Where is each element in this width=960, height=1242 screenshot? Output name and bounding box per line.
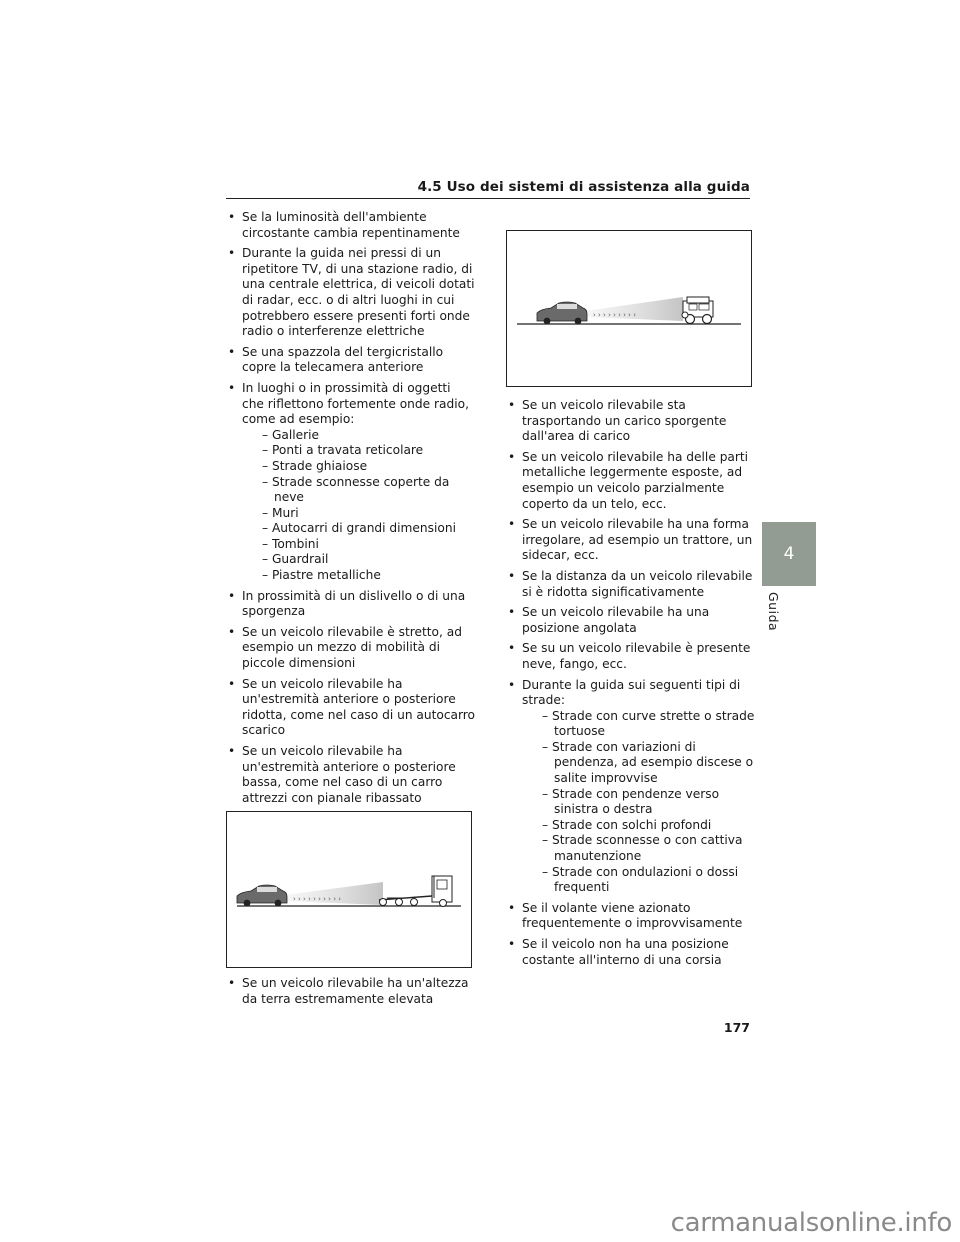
list-item: • Se il volante viene azionato frequentemente o improvvisamente bbox=[508, 900, 743, 931]
bullet-icon: • bbox=[508, 449, 516, 464]
page-number: 177 bbox=[723, 1020, 750, 1035]
sub-list-item: – Muri bbox=[262, 505, 299, 520]
list-item: • Se la luminosità dell'ambiente circostante cambia repentinamente bbox=[228, 210, 460, 240]
left-column-bottom bbox=[226, 976, 476, 1012]
svg-text:› › › › › › › › › ›: › › › › › › › › › › bbox=[293, 895, 342, 903]
bullet-icon: • bbox=[228, 344, 236, 359]
sub-list-item: – Gallerie bbox=[262, 427, 320, 442]
svg-text:› › › › › › › › ›: › › › › › › › › › bbox=[593, 311, 636, 319]
sub-list-item: – Strade con ondulazioni o dossi frequenti bbox=[542, 864, 739, 895]
sub-list-item: – Guardrail bbox=[262, 552, 329, 567]
sub-list-item: – Ponti a travata reticolare bbox=[262, 443, 424, 458]
bullet-icon: • bbox=[508, 605, 516, 620]
list-item: • Se la distanza da un veicolo rilevabile si è ridotta significativamente bbox=[508, 568, 753, 599]
section-header bbox=[226, 176, 750, 199]
bullet-icon: • bbox=[228, 588, 236, 603]
sub-list-item: – Strade ghiaiose bbox=[262, 458, 368, 473]
list-item: • Durante la guida sui seguenti tipi di strade: – Strade con curve strette o strade tortuose – Strade con variazioni di pendenza, ad esempio discese o salite improvvise – Strade con pendenze verso sinistra o destra – Strade con solchi profondi – Strade sconnesse o con cattiva manutenzione – Strade con ondulazioni o dossi frequenti bbox=[508, 677, 755, 895]
left-column bbox=[226, 210, 476, 811]
list-item: • Se un veicolo rilevabile ha delle parti metalliche leggermente esposte, ad esempio un veicolo parzialmente coperto da un telo, ecc. bbox=[508, 449, 749, 511]
bullet-icon: • bbox=[508, 517, 516, 532]
list-item: • Se un veicolo rilevabile ha una posizione angolata bbox=[508, 605, 710, 635]
list-item: • Se il veicolo non ha una posizione costante all'interno di una corsia bbox=[508, 937, 729, 967]
sub-list-item: – Strade sconnesse o con cattiva manutenzione bbox=[542, 833, 743, 864]
list-item: • Se un veicolo rilevabile ha un'estremità anteriore o posteriore ridotta, come nel caso di un autocarro scarico bbox=[228, 676, 476, 738]
sub-list-item: – Strade con solchi profondi bbox=[542, 817, 712, 832]
sub-list bbox=[242, 428, 476, 584]
bullet-icon: • bbox=[228, 246, 236, 261]
illustration-car-suv bbox=[506, 230, 752, 387]
list-item: • Se un veicolo rilevabile ha una forma irregolare, ad esempio un trattore, un sidecar, ecc. bbox=[508, 517, 753, 563]
list-item: • Se un veicolo rilevabile sta trasportando un carico sporgente dall'area di carico bbox=[508, 398, 727, 444]
bullet-icon: • bbox=[228, 624, 236, 639]
chapter-tab bbox=[762, 522, 816, 586]
bullet-icon: • bbox=[508, 641, 516, 656]
bullet-icon: • bbox=[228, 976, 236, 990]
sub-list-item: – Strade con variazioni di pendenza, ad esempio discese o salite improvvise bbox=[542, 739, 754, 786]
watermark: carmanualsonline.info bbox=[670, 1208, 952, 1238]
chapter-label: Guida bbox=[766, 592, 781, 632]
sub-list-item: – Strade con curve strette o strade tortuose bbox=[542, 708, 755, 739]
list-item: • Se un veicolo rilevabile è stretto, ad esempio un mezzo di mobilità di piccole dimensioni bbox=[228, 624, 462, 671]
right-column bbox=[506, 398, 756, 973]
list-item: • In prossimità di un dislivello o di una sporgenza bbox=[228, 588, 466, 619]
sub-list-item: – Piastre metalliche bbox=[262, 568, 381, 583]
bullet-icon: • bbox=[228, 210, 236, 224]
sub-list bbox=[522, 709, 756, 896]
list-item: • Se su un veicolo rilevabile è presente neve, fango, ecc. bbox=[508, 641, 751, 671]
chapter-number: 4 bbox=[783, 544, 795, 564]
bullet-icon: • bbox=[508, 398, 516, 412]
list-item: • Se un veicolo rilevabile ha un'estremità anteriore o posteriore bassa, come nel caso di un carro attrezzi con pianale ribassato bbox=[228, 744, 456, 805]
list-item: • Se un veicolo rilevabile ha un'altezza da terra estremamente elevata bbox=[228, 976, 469, 1006]
car-tow-truck-illustration bbox=[227, 812, 471, 967]
sub-list-item: – Strade con pendenze verso sinistra o destra bbox=[542, 786, 720, 817]
bullet-icon: • bbox=[228, 744, 236, 758]
bullet-icon: • bbox=[508, 900, 516, 915]
bullet-icon: • bbox=[228, 676, 236, 691]
car-suv-illustration bbox=[507, 231, 751, 386]
illustration-car-tow-truck bbox=[226, 811, 472, 968]
sub-list-item: – Autocarri di grandi dimensioni bbox=[262, 521, 456, 536]
bullet-icon: • bbox=[508, 937, 516, 951]
bullet-icon: • bbox=[508, 677, 516, 692]
list-item: • Durante la guida nei pressi di un ripetitore TV, di una stazione radio, di una centrale elettrica, di veicoli dotati di radar, ecc. o di altri luoghi in cui potrebbero essere presenti forti onde radio o interferenze elettriche bbox=[228, 246, 475, 339]
list-item: • Se una spazzola del tergicristallo copre la telecamera anteriore bbox=[228, 344, 444, 375]
list-item: • In luoghi o in prossimità di oggetti che riflettono fortemente onde radio, come ad esempio: – Gallerie – Ponti a travata reticolare – Strade ghiaiose – Strade sconnesse coperte da neve – Muri – Autocarri di grandi dimensioni – Tombini – Guardrail – Piastre metalliche bbox=[226, 381, 476, 584]
bullet-icon: • bbox=[508, 568, 516, 583]
sub-list-item: – Tombini bbox=[262, 536, 319, 551]
sub-list-item: – Strade sconnesse coperte da neve bbox=[262, 474, 450, 505]
bullet-icon: • bbox=[228, 380, 236, 395]
section-title: 4.5 Uso dei sistemi di assistenza alla guida bbox=[417, 179, 750, 195]
